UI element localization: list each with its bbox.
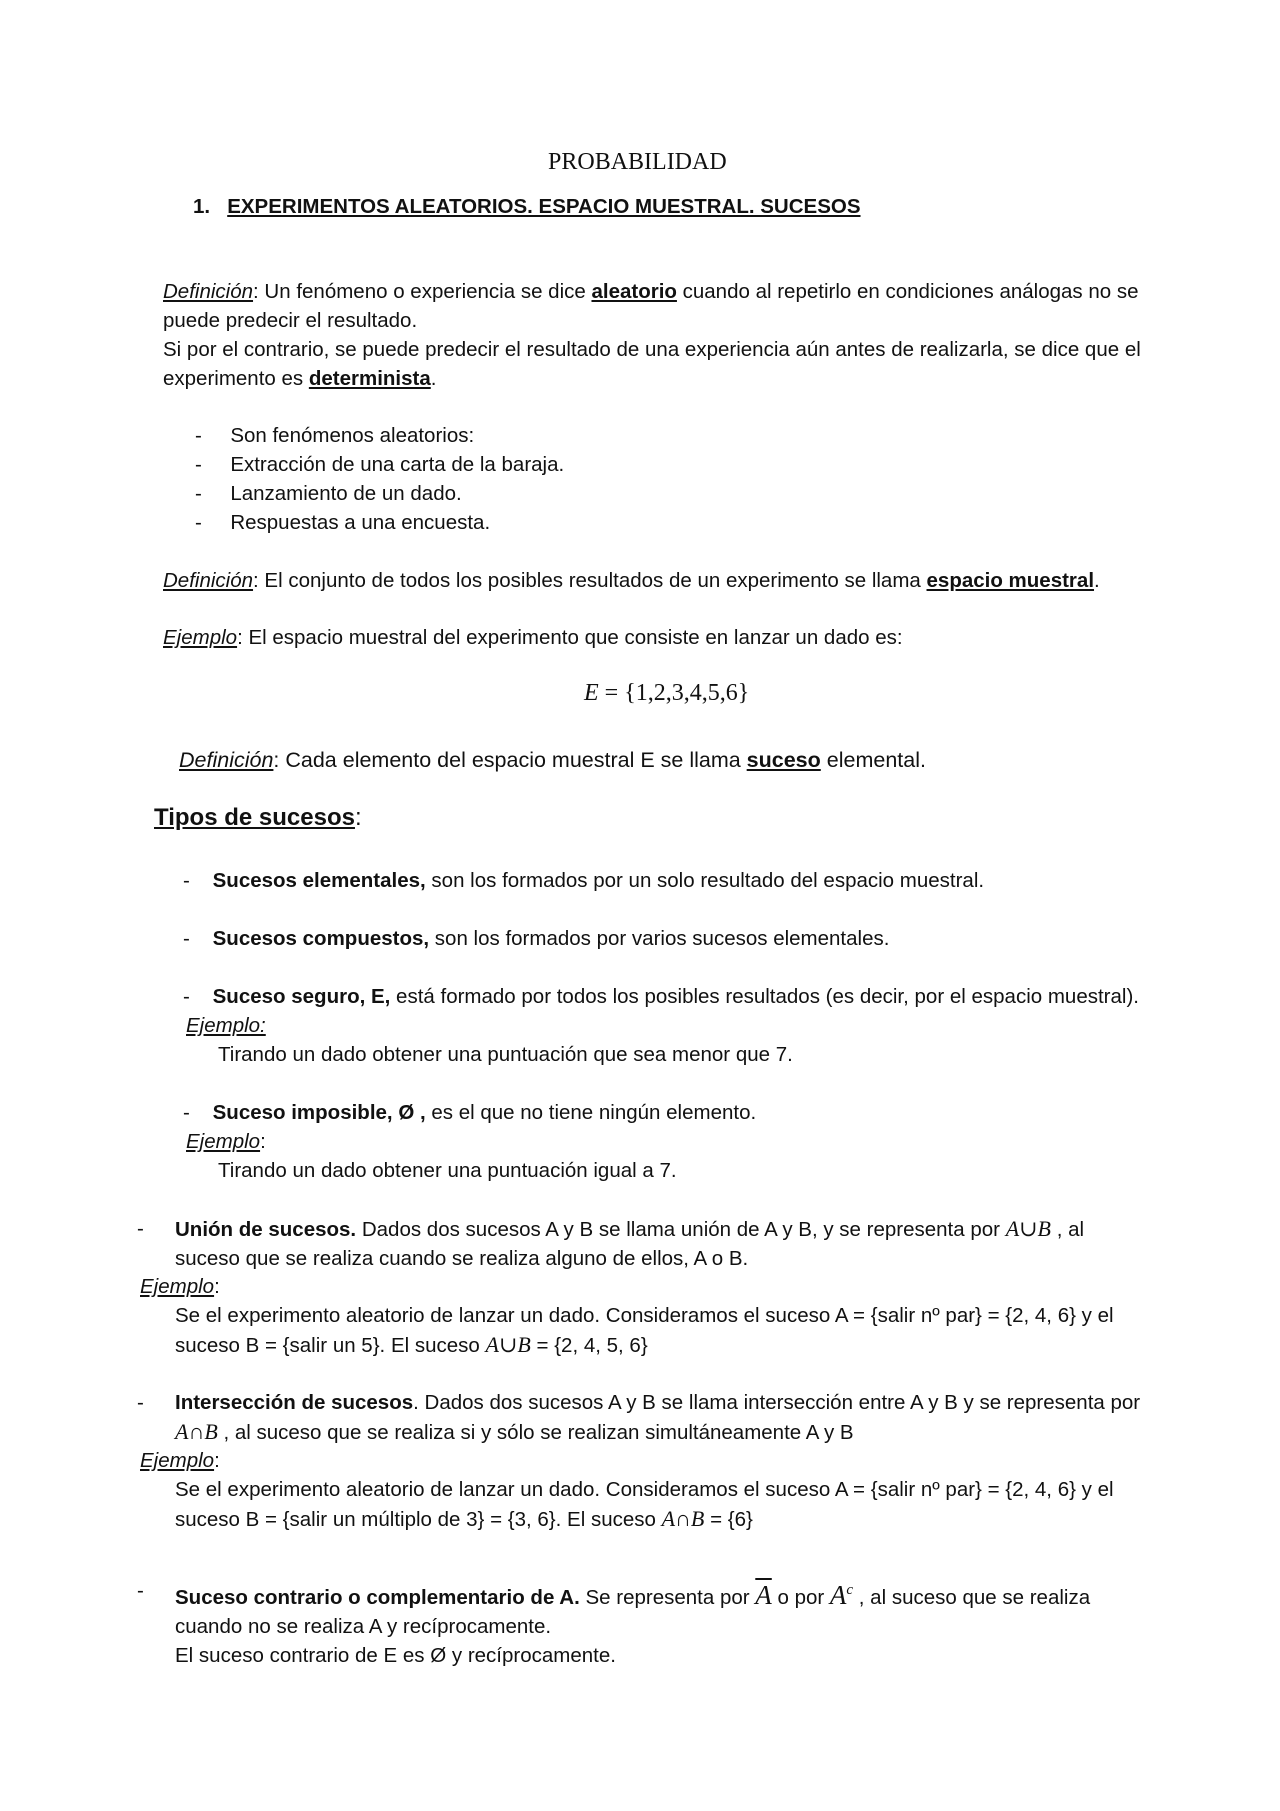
list-item: - Son fenómenos aleatorios: — [195, 424, 475, 447]
section-heading — [193, 192, 861, 221]
tipo-compuestos: - Sucesos compuestos, son los formados por varios sucesos elementales. — [183, 927, 890, 950]
interseccion-definition: Intersección de sucesos. Dados dos sucesos A y B se llama intersección entre A y B y se representa por A∩B , al suceso que se realiza si y sólo se realizan simultáneamente A y B — [175, 1391, 1141, 1444]
term-aleatorio: aleatorio — [591, 280, 677, 303]
tipo-seguro: - Suceso seguro, E, está formado por todos los posibles resultados (es decir, por el espacio muestral). — [183, 985, 1139, 1008]
complement-c-symbol: $A^c$ — [829, 1580, 854, 1610]
punctuation: : — [354, 804, 362, 831]
tipo-elementales: - Sucesos elementales, son los formados por un solo resultado del espacio muestral. — [183, 869, 985, 892]
section-number: 1. — [193, 195, 211, 218]
definition-label: Definición — [163, 280, 254, 303]
example-label: Ejemplo — [163, 626, 238, 649]
list-item: - Extracción de una carta de la baraja. — [195, 453, 565, 476]
union-bullet: - — [137, 1217, 144, 1240]
union-definition: Unión de sucesos. Dados dos sucesos A y B se llama unión de A y B, y se representa por A∪B , al suceso que se realiza cuando se realiza alguno de ellos, A o B. — [175, 1216, 1085, 1270]
complement-bar-symbol: $\overline{A}$ — [755, 1580, 772, 1610]
definition-text: : Un fenómeno o experiencia se dice — [253, 280, 592, 303]
tipo-imposible: - Suceso imposible, Ø , es el que no tiene ningún elemento. — [183, 1101, 757, 1124]
contrario-definition: Suceso contrario o complementario de A. Se representa por $\overline{A}$ o por $A^c$ , al suceso que se realiza cuando no se realiza A y recíprocamente. El suceso contrario de E es Ø y recíprocamente. — [175, 1580, 1091, 1667]
definition-label: Definición — [179, 748, 274, 772]
list-item: - Respuestas a una encuesta. — [195, 511, 491, 534]
example-label: Ejemplo: — [140, 1449, 220, 1472]
example-label: Ejemplo: — [140, 1275, 220, 1298]
aleatorios-list — [195, 421, 564, 537]
definition-espacio-muestral — [163, 566, 1100, 595]
definition-text: elemental. — [820, 748, 926, 772]
definition-aleatorio — [163, 277, 1141, 393]
intersection-symbol: A∩B — [175, 1419, 218, 1444]
definition-text: experimento es — [163, 367, 309, 390]
interseccion-example: Se el experimento aleatorio de lanzar un dado. Consideramos el suceso A = {salir nº par} = {2, 4, 6} y el suceso B = {salir un múltiplo de 3} = {3, 6}. El suceso A∩B = {6} — [175, 1478, 1114, 1531]
punctuation: . — [1094, 569, 1100, 592]
equation-lhs: E — [584, 680, 599, 706]
example-label: Ejemplo: — [186, 1014, 266, 1037]
tipos-heading — [154, 803, 362, 832]
definition-text: Si por el contrario, se puede predecir el resultado de una experiencia aún antes de realizarla, se dice que el — [163, 338, 1141, 361]
definition-text: puede predecir el resultado. — [163, 309, 418, 332]
term-suceso: suceso — [746, 748, 821, 772]
example-text: : El espacio muestral del experimento que consiste en lanzar un dado es: — [237, 626, 903, 649]
definition-label: Definición — [163, 569, 254, 592]
definition-text: : El conjunto de todos los posibles resultados de un experimento se llama — [253, 569, 927, 592]
section-heading-text: EXPERIMENTOS ALEATORIOS. ESPACIO MUESTRAL. SUCESOS — [227, 195, 861, 218]
interseccion-bullet: - — [137, 1391, 144, 1414]
definition-text: cuando al repetirlo en condiciones análogas no se — [676, 280, 1139, 303]
tipos-heading-text: Tipos de sucesos — [154, 804, 355, 831]
example-espacio-muestral — [163, 623, 903, 652]
equation-sample-space — [584, 679, 749, 708]
equation-rhs: = {1,2,3,4,5,6} — [598, 680, 750, 706]
example-text: Tirando un dado obtener una puntuación que sea menor que 7. — [218, 1043, 793, 1066]
union-example: Se el experimento aleatorio de lanzar un dado. Consideramos el suceso A = {salir nº par} = {2, 4, 6} y el suceso B = {salir un 5}. El suceso A∪B = {2, 4, 5, 6} — [175, 1304, 1114, 1357]
definition-suceso — [179, 746, 926, 775]
example-text: Tirando un dado obtener una puntuación igual a 7. — [218, 1159, 677, 1182]
contrario-bullet: - — [137, 1579, 144, 1602]
union-symbol: A∪B — [485, 1332, 531, 1357]
definition-text: : Cada elemento del espacio muestral E se llama — [273, 748, 747, 772]
example-label: Ejemplo: — [186, 1130, 266, 1153]
intersection-symbol: A∩B — [661, 1506, 705, 1531]
punctuation: . — [430, 367, 437, 390]
list-item: - Lanzamiento de un dado. — [195, 482, 462, 505]
term-espacio-muestral: espacio muestral — [926, 569, 1095, 592]
page-title: PROBABILIDAD — [548, 149, 727, 175]
union-symbol: A∪B — [1005, 1216, 1051, 1241]
term-determinista: determinista — [308, 367, 431, 390]
